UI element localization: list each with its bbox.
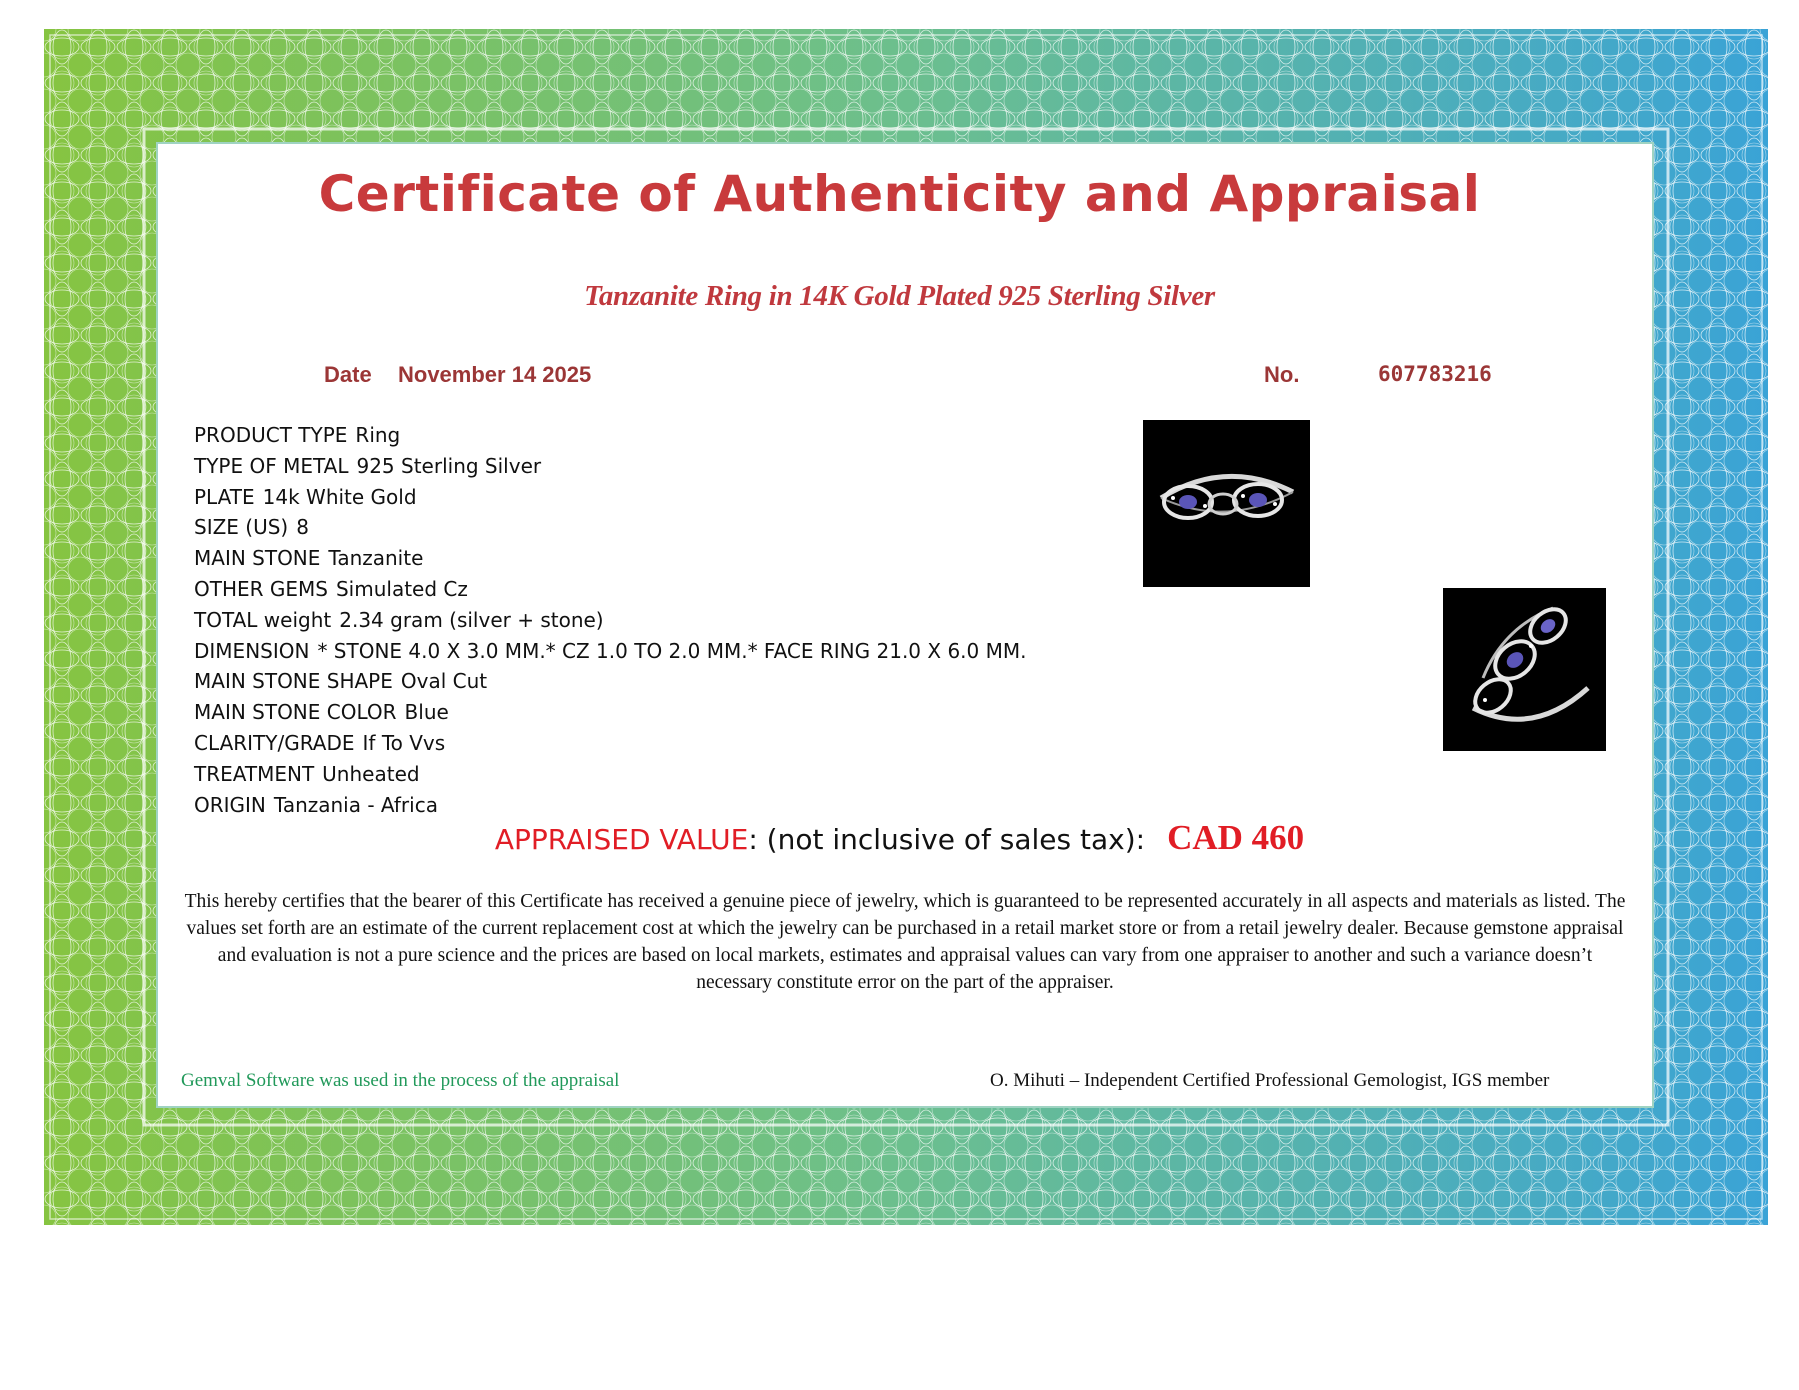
spec-row xyxy=(194,666,1114,697)
spec-label: PRODUCT TYPE xyxy=(194,423,348,447)
spec-label: TREATMENT xyxy=(194,761,315,786)
specification-list xyxy=(194,420,1114,820)
spec-value: Blue xyxy=(404,700,449,725)
spec-row xyxy=(194,574,1114,605)
certificate-subtitle: Tanzanite Ring in 14K Gold Plated 925 Sterling Silver xyxy=(584,280,1215,312)
certificate-number-value: 607783216 xyxy=(1378,362,1492,386)
spec-row xyxy=(194,636,1114,667)
spec-label: OTHER GEMS xyxy=(194,576,328,601)
spec-label: CLARITY/GRADE xyxy=(194,730,355,755)
appraised-value-note: : (not inclusive of sales tax): xyxy=(748,823,1146,856)
certificate-number-label: No. xyxy=(1264,362,1300,387)
spec-label: PLATE xyxy=(194,484,255,509)
ring-icon xyxy=(1143,420,1310,587)
spec-value: Tanzanite xyxy=(328,546,424,571)
spec-row xyxy=(194,451,1114,482)
spec-row xyxy=(194,420,1114,451)
spec-row xyxy=(194,697,1114,728)
spec-row xyxy=(194,728,1114,759)
ring-photo-front xyxy=(1143,420,1310,587)
spec-label: MAIN STONE COLOR xyxy=(194,700,397,725)
ring-photo-side xyxy=(1443,588,1606,751)
spec-label: TYPE OF METAL xyxy=(194,453,349,478)
appraiser-signature: O. Mihuti – Independent Certified Professional Gemologist, IGS member xyxy=(990,1070,1550,1091)
certificate-title: Certificate of Authenticity and Appraisal xyxy=(318,165,1481,223)
appraised-value-label: APPRAISED VALUE xyxy=(494,823,749,856)
spec-value: Tanzania - Africa xyxy=(273,792,438,817)
spec-row xyxy=(194,512,1114,543)
spec-value: 925 Sterling Silver xyxy=(356,453,542,478)
spec-row xyxy=(194,482,1114,513)
spec-value: 8 xyxy=(296,515,309,540)
appraised-value-amount: CAD 460 xyxy=(1167,818,1305,857)
spec-value: 14k White Gold xyxy=(262,484,417,509)
date-label: Date xyxy=(324,362,372,387)
spec-row xyxy=(194,605,1114,636)
spec-value: Unheated xyxy=(322,761,420,786)
spec-label: SIZE (US) xyxy=(194,515,289,540)
spec-row xyxy=(194,759,1114,790)
spec-row xyxy=(194,543,1114,574)
software-note: Gemval Software was used in the process of the appraisal xyxy=(181,1070,620,1091)
spec-value: Oval Cut xyxy=(400,669,488,694)
spec-label: ORIGIN xyxy=(194,792,266,817)
spec-label: MAIN STONE xyxy=(194,546,321,571)
spec-value: Ring xyxy=(355,423,401,447)
spec-label: MAIN STONE SHAPE xyxy=(194,669,393,694)
spec-label: TOTAL weight xyxy=(194,607,332,632)
spec-value: If To Vvs xyxy=(362,730,446,755)
spec-value: * STONE 4.0 X 3.0 MM.* CZ 1.0 TO 2.0 MM.* FACE RING 21.0 X 6.0 MM. xyxy=(317,638,1027,663)
ring-icon xyxy=(1443,588,1606,751)
spec-row xyxy=(194,790,1114,821)
disclaimer-text: This hereby certifies that the bearer of this Certificate has received a genuine piece of jewelry, which is guaranteed to be represented accurately in all aspects and materials as listed. The values set forth are an estimate of the current replacement cost at which the jewelry can be purchased in a retail market store or from a retail jewelry dealer. Because gemstone appraisal and evaluation is not a pure science and the prices are based on local markets, estimates and appraisal values can vary from one appraiser to another and such a variance doesn’t necessary constitute error on the part of the appraiser. xyxy=(184,891,1626,993)
appraised-value xyxy=(0,818,1799,858)
date-value: November 14 2025 xyxy=(398,362,592,387)
spec-label: DIMENSION xyxy=(194,638,310,663)
spec-value: Simulated Cz xyxy=(335,576,468,601)
spec-value: 2.34 gram (silver + stone) xyxy=(339,607,604,632)
